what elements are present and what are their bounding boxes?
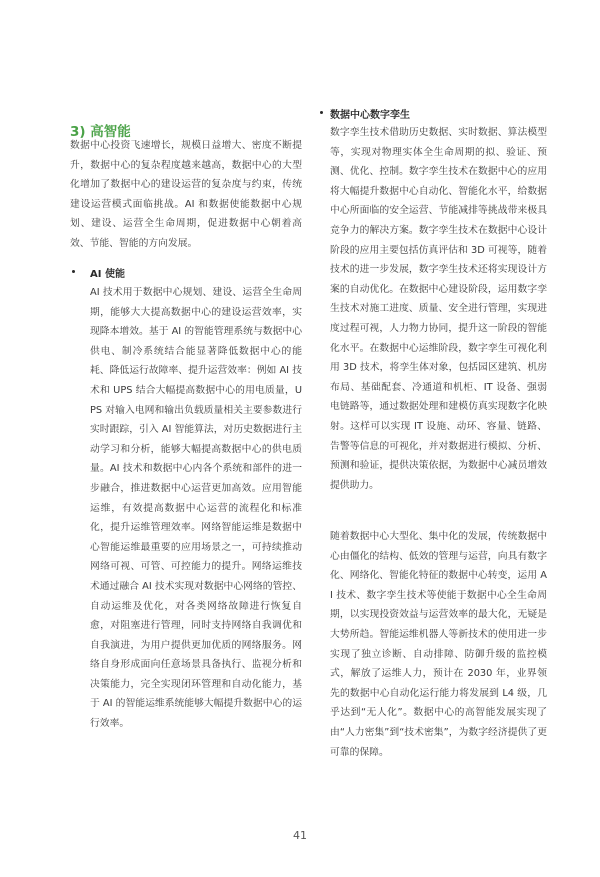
bullet-body-ai: AI 技术用于数据中心规划、建设、运营全生命周期，能够大大提高数据中心的建设运营效率，实现降本增效。基于 AI 的智能管理系统与数据中心供电、制冷系统结合能显著降低数据中心的能耗、降低运行故障率、提升运营效率：例如 AI 技术和 UPS 结合大幅提高数据中心的用电质量，UPS 对输入电网和输出负载质量相关主要参数进行实时跟踪，引入 AI 智能算法，对历史数据进行主动学习和分析，能够大幅提高数据中心的供电质量。AI 技术和数据中心内各个系统和部件的进一步融合，推进数据中心运营更加高效。应用智能运维，有效提高数据中心运营的流程化和标准化，提升运维管理效率。网络智能运维是数据中心智能运维最重要的应用场景之一，可持续推动网络可视、可管、可控能力的提升。网络运维技术通过融合 AI 技术实现对数据中心网络的管控、自动运维及优化，对各类网络故障进行恢复自愈，对阻塞进行管理，同时支持网络自我调优和自我演进，为用户提供更加优质的网络服务。网络自身形成面向任意场景具备执行、监视分析和决策能力，完全实现闭环管理和自动化能力，基于 AI 的智能运维系统能够大幅提升数据中心的运行效率。 bbox=[90, 287, 302, 730]
closing-paragraph: 随着数据中心大型化、集中化的发展，传统数据中心由僵化的结构、低效的管理与运营，向具有数字化、网络化、智能化特征的数据中心转变，运用 AI 技术、数字孪生技术等使能于数据中心全生命周期，以实现投资效益与运营效率的最大化，无疑是大势所趋。智能运维机器人等新技术的使用进一步实现了独立诊断、自动排障、防御升级的监控模式，解放了运维人力，预计在 2030 年，业界领先的数据中心自动化运行能力将发展到 L4 级，几乎达到“无人化”。数据中心的高智能发展实现了由“人力密集”到“技术密集”，为数字经济提供了更可靠的保障。 bbox=[330, 531, 547, 758]
bullet-dot bbox=[72, 270, 75, 273]
section-title: 3) 高智能 bbox=[70, 124, 131, 140]
bullet-title-digital-twin: 数据中心数字孪生 bbox=[330, 110, 410, 121]
bullet-title-ai: AI 使能 bbox=[90, 269, 125, 280]
intro-paragraph: 数据中心投资飞速增长，规模日益增大、密度不断提升，数据中心的复杂程度越来越高，数据中心的大型化增加了数据中心的建设运营的复杂度与约束，传统建设运营模式面临挑战。AI 和数据使能数据中心规划、建设、运营全生命周期，促进数据中心朝着高效、节能、智能的方向发展。 bbox=[70, 140, 302, 249]
bullet-dot bbox=[320, 111, 323, 114]
page-number: 41 bbox=[293, 829, 307, 842]
bullet-body-digital-twin: 数字孪生技术借助历史数据、实时数据、算法模型等，实现对物理实体全生命周期的拟、验证、预测、优化、控制。数字孪生技术在数据中心的应用将大幅提升数据中心自动化、智能化水平，给数据中心所面临的安全运营、节能减排等挑战带来极具竞争力的解决方案。数字孪生技术在数据中心设计阶段的应用主要包括仿真评估和 3D 可视等，随着技术的进一步发展，数字孪生技术还将实现设计方案的自动优化。在数据中心建设阶段，运用数字孪生技术对施工进度、质量、安全进行管理，实现进度过程可视，人力物力协同，提升这一阶段的智能化水平。在数据中心运维阶段，数字孪生可视化利用 3D 技术，将孪生体对象，包括园区建筑、机房布局、基础配套、冷通道和机柜、IT 设备、强弱电链路等，通过数据处理和建模仿真实现数字化映射。这样可以实现 IT 设施、动环、容量、链路、告警等信息的可视化，并对数据进行模拟、分析、预测和验证，提供决策依据，为数据中心减员增效提供助力。 bbox=[330, 127, 547, 491]
